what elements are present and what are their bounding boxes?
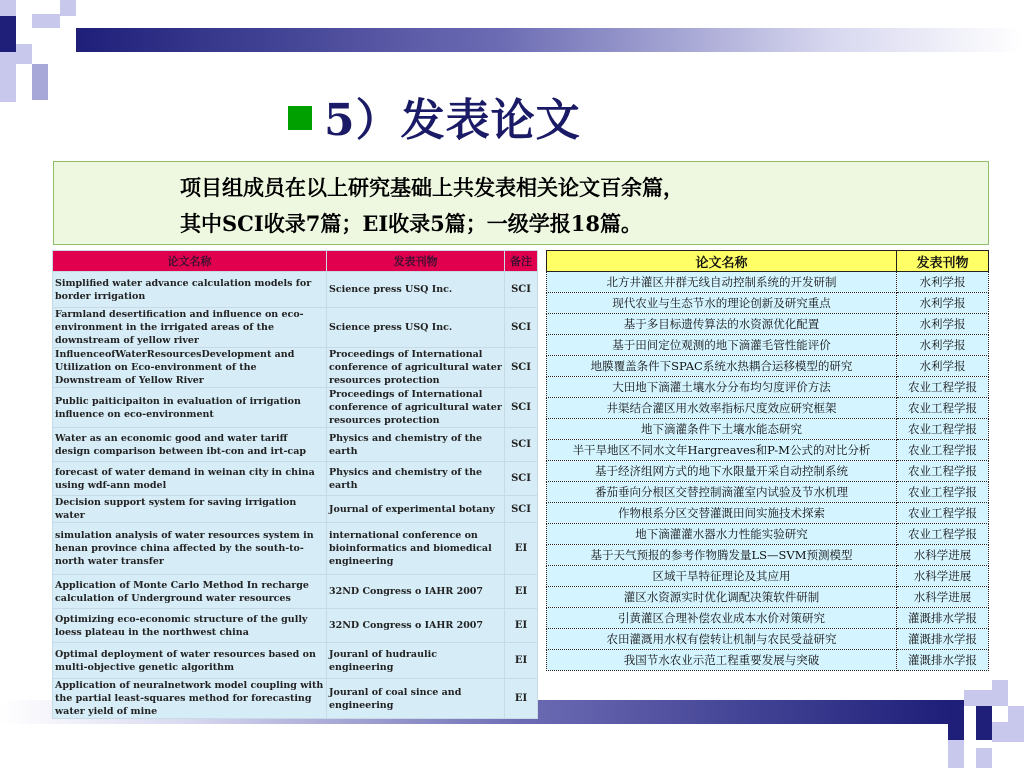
journal-cell: 水科学进展 — [897, 545, 989, 566]
summary-line-2: 其中SCI收录7篇；EI收录5篇；一级学报18篇。 — [180, 211, 642, 236]
paper-title-cell: 地下滴灌条件下土壤水能态研究 — [547, 419, 897, 440]
note-cell: SCI — [505, 272, 538, 308]
journal-cell: Science press USQ Inc. — [327, 272, 505, 308]
journal-cell: 农业工程学报 — [897, 524, 989, 545]
table-row — [547, 461, 989, 482]
deco-square — [948, 740, 964, 768]
paper-title-cell: 基于多目标遗传算法的水资源优化配置 — [547, 314, 897, 335]
table-row — [53, 609, 538, 643]
table-row — [547, 377, 989, 398]
deco-square — [16, 44, 32, 64]
table-row — [53, 523, 538, 575]
journal-cell: 水利学报 — [897, 272, 989, 293]
deco-square — [948, 700, 964, 740]
table-row — [547, 314, 989, 335]
table-row — [53, 575, 538, 609]
paper-title-cell: Optimal deployment of water resources based on multi-objective genetic algorithm — [53, 643, 327, 679]
header-note: 备注 — [505, 251, 538, 272]
table-row — [53, 388, 538, 428]
square-bullet-icon — [288, 106, 312, 130]
journal-cell: international conference on bioinformatics and biomedical engineering — [327, 523, 505, 575]
table-row — [547, 482, 989, 503]
table-row — [547, 587, 989, 608]
journal-cell: 32ND Congress o IAHR 2007 — [327, 575, 505, 609]
paper-title-cell: Farmland desertification and influence on eco-environment in the irrigated areas of the downstream of yellow river — [53, 308, 327, 348]
journal-cell: 农业工程学报 — [897, 440, 989, 461]
paper-title-cell: 北方井灌区井群无线自动控制系统的开发研制 — [547, 272, 897, 293]
journal-cell: 农业工程学报 — [897, 398, 989, 419]
journal-cell: 水科学进展 — [897, 566, 989, 587]
journal-cell: 农业工程学报 — [897, 482, 989, 503]
journal-cell: Journal of experimental botany — [327, 496, 505, 523]
table-row — [547, 272, 989, 293]
top-gradient-bar — [76, 28, 1024, 52]
table-row — [53, 496, 538, 523]
table-header-row — [547, 251, 989, 272]
table-row — [53, 643, 538, 679]
deco-square — [60, 0, 76, 16]
table-header-row — [53, 251, 538, 272]
paper-title-cell: Decision support system for saving irrigation water — [53, 496, 327, 523]
table-row — [53, 679, 538, 719]
deco-square — [976, 748, 992, 768]
paper-title-cell: 基于经济组网方式的地下水限量开采自动控制系统 — [547, 461, 897, 482]
paper-title-cell: 半干旱地区不同水文年Hargreaves和P-M公式的对比分析 — [547, 440, 897, 461]
note-cell: SCI — [505, 348, 538, 388]
english-papers-table — [52, 250, 538, 719]
paper-title-cell: forecast of water demand in weinan city in china using wdf-ann model — [53, 462, 327, 496]
chinese-papers-table — [546, 250, 989, 671]
journal-cell: 农业工程学报 — [897, 377, 989, 398]
table-row — [53, 348, 538, 388]
journal-cell: Physics and chemistry of the earth — [327, 462, 505, 496]
header-paper-title: 论文名称 — [547, 251, 897, 272]
deco-square — [976, 706, 992, 740]
table-row — [547, 650, 989, 671]
paper-title-cell: 我国节水农业示范工程重要发展与突破 — [547, 650, 897, 671]
paper-title-cell: 基于田间定位观测的地下滴灌毛管性能评价 — [547, 335, 897, 356]
journal-cell: Proceedings of International conference of agricultural water resources protection — [327, 388, 505, 428]
journal-cell: 水利学报 — [897, 356, 989, 377]
note-cell: SCI — [505, 496, 538, 523]
table-row — [547, 566, 989, 587]
deco-square — [964, 690, 992, 706]
journal-cell: 水利学报 — [897, 314, 989, 335]
paper-title-cell: Simplified water advance calculation models for border irrigation — [53, 272, 327, 308]
journal-cell: Science press USQ Inc. — [327, 308, 505, 348]
note-cell: EI — [505, 679, 538, 719]
journal-cell: 农业工程学报 — [897, 419, 989, 440]
note-cell: SCI — [505, 388, 538, 428]
paper-title-cell: 现代农业与生态节水的理论创新及研究重点 — [547, 293, 897, 314]
paper-title-cell: 农田灌溉用水权有偿转让机制与农民受益研究 — [547, 629, 897, 650]
table-row — [547, 356, 989, 377]
deco-square — [0, 16, 16, 52]
journal-cell: 农业工程学报 — [897, 461, 989, 482]
table-row — [53, 462, 538, 496]
paper-title-cell: 番茄垂向分根区交替控制滴灌室内试验及节水机理 — [547, 482, 897, 503]
journal-cell: 灌溉排水学报 — [897, 608, 989, 629]
journal-cell: 水科学进展 — [897, 587, 989, 608]
paper-title-cell: 地下滴灌灌水器水力性能实验研究 — [547, 524, 897, 545]
table-row — [547, 545, 989, 566]
table-row — [547, 293, 989, 314]
table-row — [547, 419, 989, 440]
table-row — [547, 608, 989, 629]
journal-cell: Physics and chemistry of the earth — [327, 428, 505, 462]
deco-square — [992, 722, 1024, 742]
paper-title-cell: Water as an economic good and water tariff design comparison between ibt-con and irt-cap — [53, 428, 327, 462]
paper-title-cell: Application of Monte Carlo Method In recharge calculation of Underground water resources — [53, 575, 327, 609]
deco-square — [0, 52, 16, 102]
note-cell: SCI — [505, 462, 538, 496]
deco-square — [992, 680, 1008, 706]
journal-cell: Proceedings of International conference of agricultural water resources protection — [327, 348, 505, 388]
deco-square — [16, 0, 32, 16]
header-paper-title: 论文名称 — [53, 251, 327, 272]
table-row — [547, 398, 989, 419]
paper-title-cell: simulation analysis of water resources system in henan province china affected by the south-to-north water transfer — [53, 523, 327, 575]
journal-cell: Jouranl of coal since and engineering — [327, 679, 505, 719]
table-row — [547, 524, 989, 545]
header-journal: 发表刊物 — [897, 251, 989, 272]
note-cell: SCI — [505, 308, 538, 348]
journal-cell: Jouranl of hudraulic engineering — [327, 643, 505, 679]
paper-title-cell: 地膜覆盖条件下SPAC系统水热耦合运移模型的研究 — [547, 356, 897, 377]
note-cell: EI — [505, 643, 538, 679]
table-row — [53, 308, 538, 348]
note-cell: EI — [505, 609, 538, 643]
paper-title-cell: 引黄灌区合理补偿农业成本水价对策研究 — [547, 608, 897, 629]
journal-cell: 灌溉排水学报 — [897, 650, 989, 671]
paper-title-cell: 作物根系分区交替灌溉田间实施技术探索 — [547, 503, 897, 524]
table-row — [547, 503, 989, 524]
slide-title — [288, 88, 581, 144]
deco-square — [16, 28, 32, 44]
paper-title-cell: 灌区水资源实时优化调配决策软件研制 — [547, 587, 897, 608]
table-row — [547, 440, 989, 461]
journal-cell: 水利学报 — [897, 293, 989, 314]
paper-title-cell: Optimizing eco-economic structure of the gully loess plateau in the northwest china — [53, 609, 327, 643]
note-cell: EI — [505, 523, 538, 575]
journal-cell: 农业工程学报 — [897, 503, 989, 524]
journal-cell: 水利学报 — [897, 335, 989, 356]
deco-square — [1008, 706, 1024, 722]
note-cell: EI — [505, 575, 538, 609]
table-row — [53, 428, 538, 462]
paper-title-cell: Public paiticipaiton in evaluation of irrigation influence on eco-environment — [53, 388, 327, 428]
paper-title-cell: 大田地下滴灌土壤水分分布均匀度评价方法 — [547, 377, 897, 398]
deco-square — [32, 64, 48, 100]
note-cell: SCI — [505, 428, 538, 462]
journal-cell: 32ND Congress o IAHR 2007 — [327, 609, 505, 643]
table-row — [547, 629, 989, 650]
paper-title-cell: 井渠结合灌区用水效率指标尺度效应研究框架 — [547, 398, 897, 419]
paper-title-cell: Application of neuralnetwork model coupling with the partial least-squares method for forecasting water yield of mine — [53, 679, 327, 719]
slide-title-text: 5）发表论文 — [324, 95, 581, 146]
deco-square — [32, 14, 60, 28]
summary-line-1: 项目组成员在以上研究基础上共发表相关论文百余篇， — [180, 175, 684, 200]
paper-title-cell: 区域干旱特征理论及其应用 — [547, 566, 897, 587]
deco-square — [0, 0, 16, 16]
journal-cell: 灌溉排水学报 — [897, 629, 989, 650]
header-journal: 发表刊物 — [327, 251, 505, 272]
summary-box — [53, 161, 989, 245]
paper-title-cell: InfluenceofWaterResourcesDevelopment and Utilization on Eco-environment of the Downstream of Yellow River — [53, 348, 327, 388]
table-row — [547, 335, 989, 356]
table-row — [53, 272, 538, 308]
paper-title-cell: 基于天气预报的参考作物腾发量LS—SVM预测模型 — [547, 545, 897, 566]
